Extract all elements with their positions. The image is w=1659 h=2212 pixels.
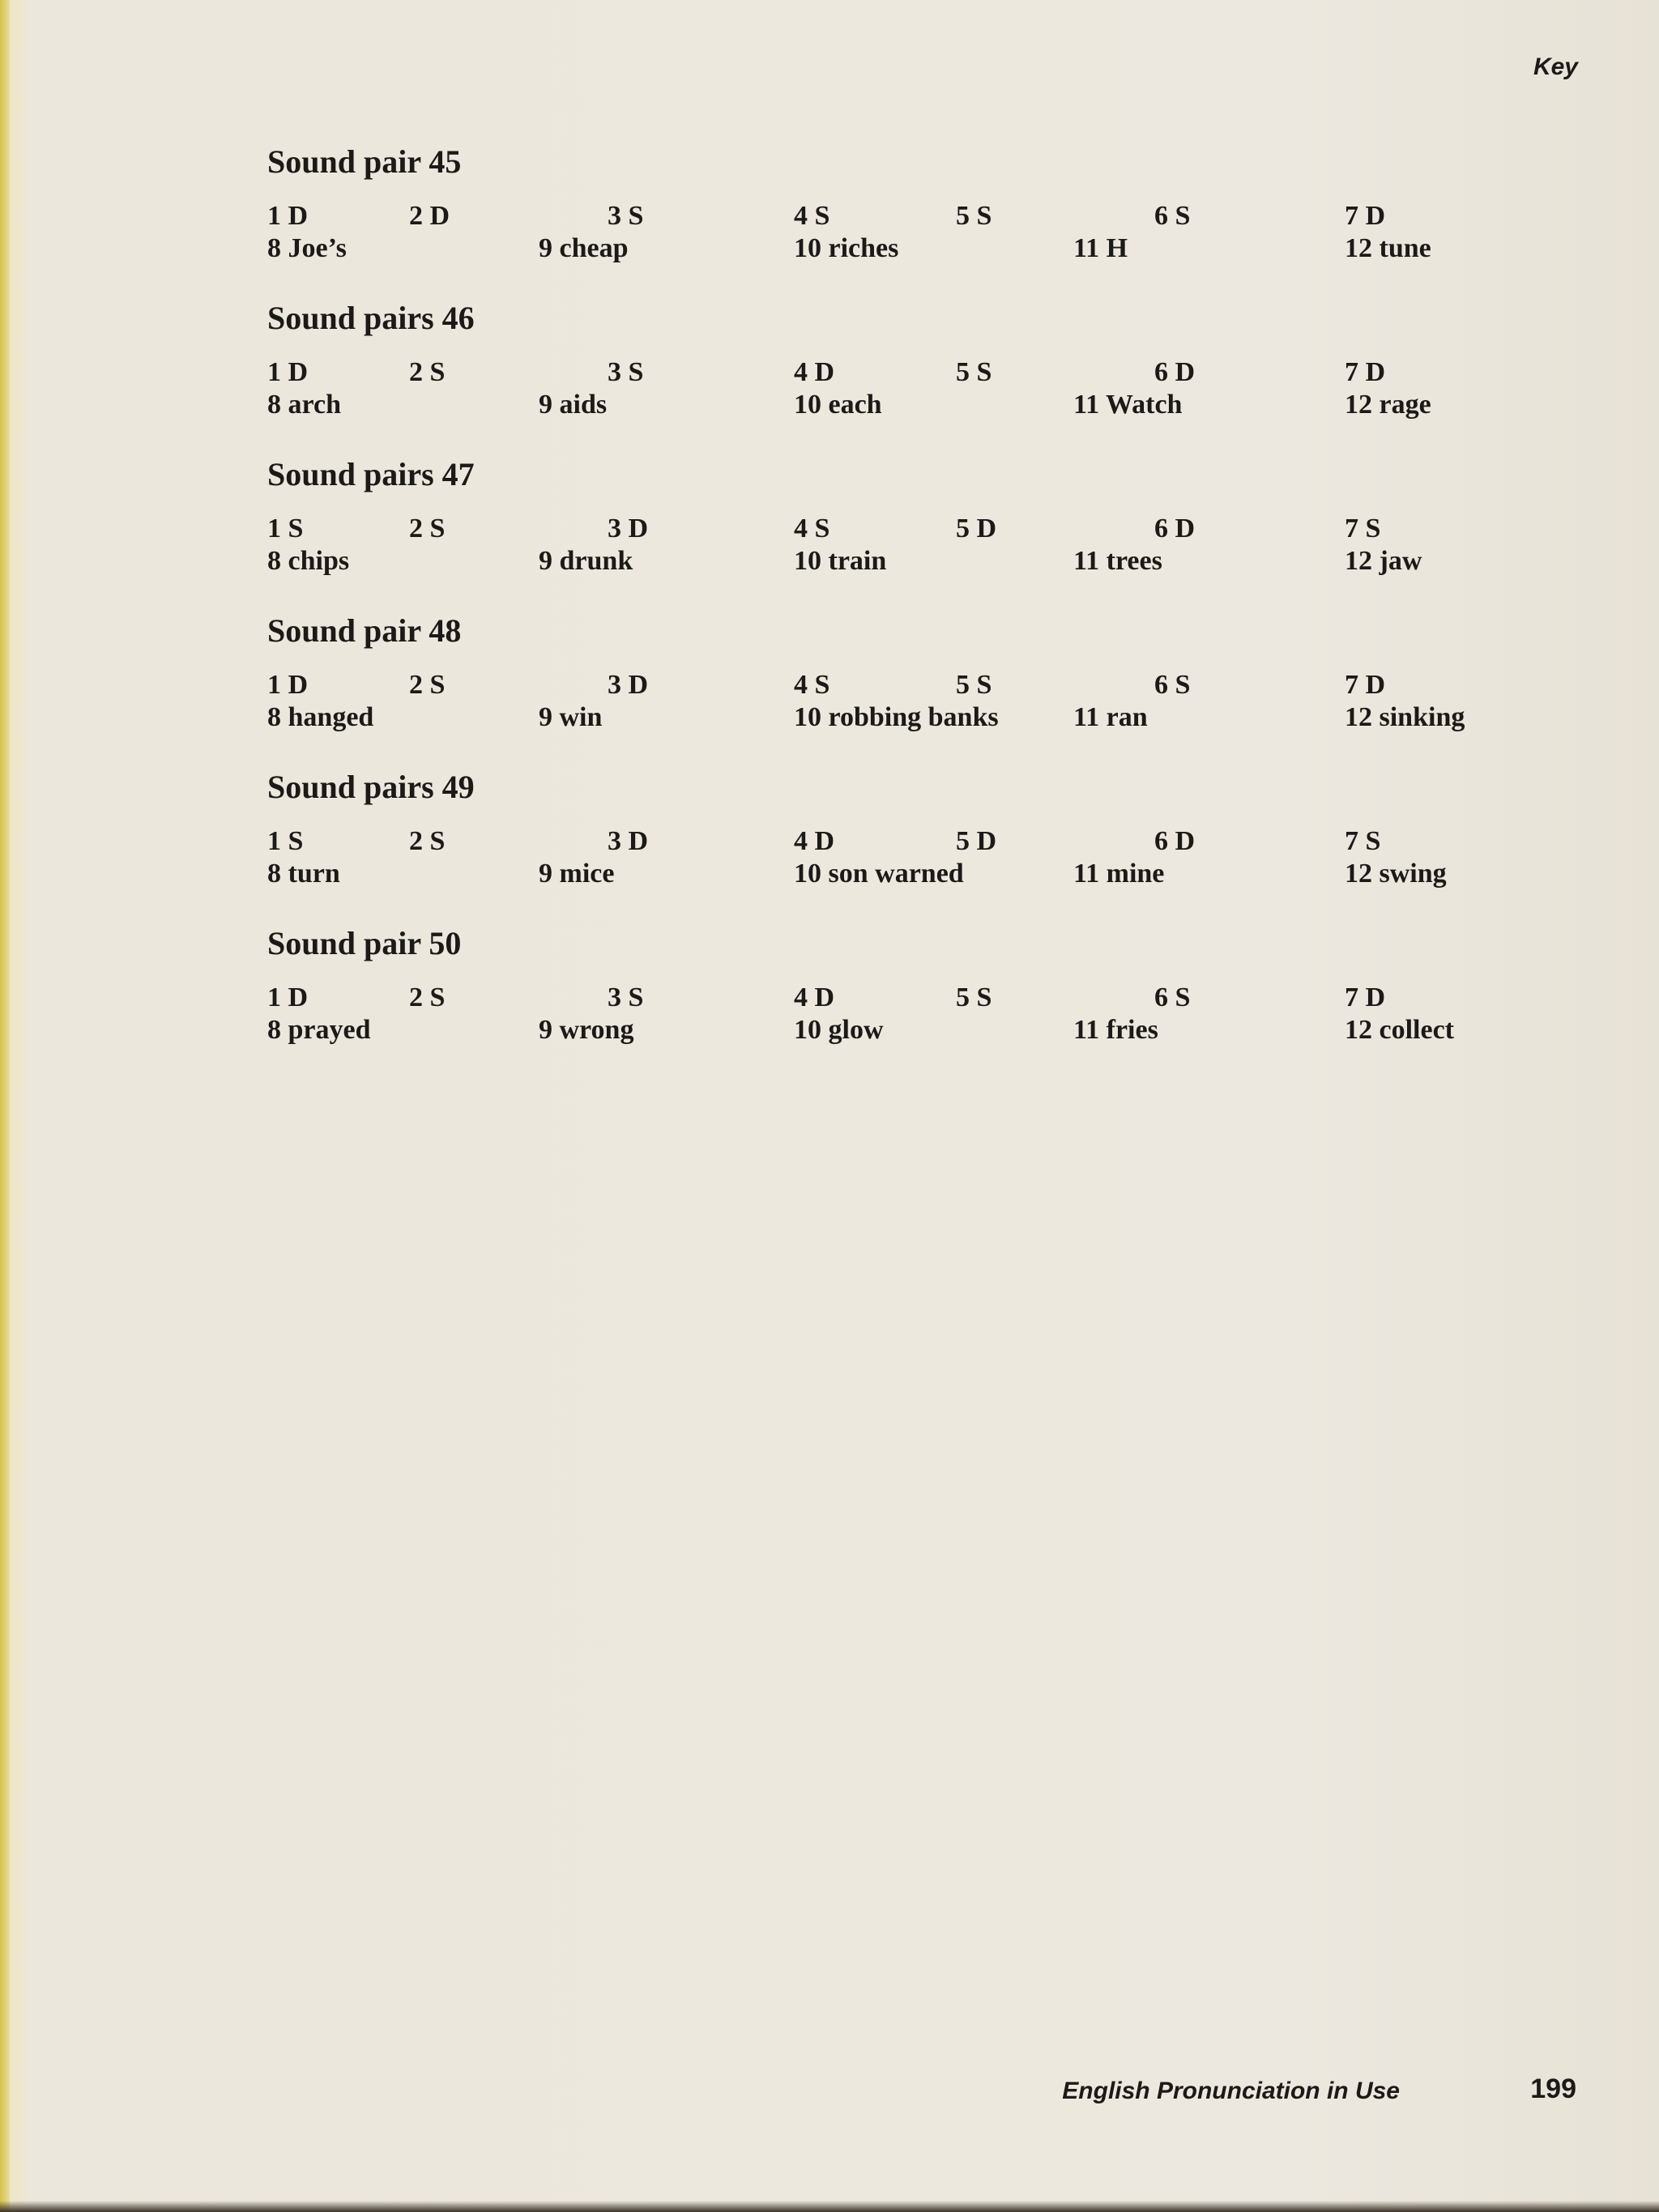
answer: 1 D (267, 982, 309, 1012)
word-answer: 12 swing (1345, 859, 1447, 889)
answers-row (0, 828, 1659, 860)
book-title: English Pronunciation in Use (1062, 2078, 1400, 2104)
answer: 5 S (956, 982, 992, 1012)
page-number: 199 (1530, 2073, 1576, 2104)
word-answer: 8 chips (267, 546, 350, 576)
word-answer: 12 rage (1345, 390, 1431, 420)
answer: 3 S (608, 201, 644, 231)
word-answer: 8 turn (267, 859, 340, 889)
answer: 7 S (1345, 514, 1381, 543)
word-answer: 11 ran (1073, 702, 1148, 732)
answer: 2 S (409, 826, 446, 856)
section-title: Sound pairs 47 (267, 456, 475, 492)
answer: 5 S (956, 201, 992, 231)
sound-pair-section (0, 143, 1659, 308)
answer: 2 S (409, 357, 446, 387)
word-answer: 11 trees (1073, 546, 1162, 576)
answer: 7 D (1345, 982, 1386, 1012)
words-row (0, 548, 1659, 580)
word-answer: 12 tune (1345, 233, 1431, 263)
answer: 1 D (267, 670, 309, 700)
answer: 5 D (956, 514, 997, 543)
answer: 5 S (956, 357, 992, 387)
sound-pair-section (0, 771, 1659, 933)
word-answer: 8 arch (267, 390, 341, 420)
word-answer: 11 Watch (1073, 390, 1183, 420)
word-answer: 10 riches (794, 233, 899, 263)
word-answer: 9 aids (539, 390, 608, 420)
word-answer: 9 mice (539, 859, 615, 889)
answer: 2 S (409, 982, 446, 1012)
answer: 2 D (409, 201, 450, 231)
answer: 1 D (267, 201, 309, 231)
section-title: Sound pair 48 (267, 612, 462, 649)
answer: 5 S (956, 670, 992, 700)
answer: 2 S (409, 670, 446, 700)
sound-pair-section (0, 302, 1659, 464)
answer: 6 S (1154, 201, 1191, 231)
word-answer: 9 drunk (539, 546, 633, 576)
word-answer: 11 H (1073, 233, 1128, 263)
answer: 1 D (267, 357, 309, 387)
answer: 3 D (608, 514, 649, 543)
word-answer: 11 mine (1073, 859, 1165, 889)
header-key-label: Key (1533, 53, 1578, 80)
answer: 6 D (1154, 826, 1196, 856)
answer: 6 D (1154, 357, 1196, 387)
word-answer: 8 Joe’s (267, 233, 347, 263)
answers-row (0, 671, 1659, 704)
answer: 4 S (794, 514, 830, 543)
answer: 6 D (1154, 514, 1196, 543)
answers-row (0, 202, 1659, 235)
word-answer: 10 robbing banks (794, 702, 999, 732)
sound-pair-section (0, 612, 1659, 777)
word-answer: 12 sinking (1345, 702, 1465, 732)
answer: 7 S (1345, 826, 1381, 856)
sound-pair-section (0, 458, 1659, 620)
word-answer: 9 wrong (539, 1015, 634, 1045)
answer: 4 S (794, 670, 830, 700)
answer: 6 S (1154, 670, 1191, 700)
answers-row (0, 515, 1659, 548)
word-answer: 8 hanged (267, 702, 374, 732)
answer: 4 D (794, 826, 835, 856)
answer: 3 D (608, 826, 649, 856)
words-row (0, 235, 1659, 267)
answer: 4 D (794, 357, 835, 387)
word-answer: 9 cheap (539, 233, 629, 263)
words-row (0, 1016, 1659, 1049)
words-row (0, 391, 1659, 424)
section-title: Sound pair 50 (267, 925, 462, 961)
answer: 4 S (794, 201, 830, 231)
answer: 7 D (1345, 670, 1386, 700)
page-bottom-edge (0, 2201, 1659, 2212)
answer: 7 D (1345, 357, 1386, 387)
words-row (0, 704, 1659, 736)
answers-row (0, 984, 1659, 1016)
word-answer: 11 fries (1073, 1015, 1158, 1045)
answer: 3 S (608, 357, 644, 387)
words-row (0, 860, 1659, 893)
answer: 5 D (956, 826, 997, 856)
word-answer: 8 prayed (267, 1015, 371, 1045)
word-answer: 9 win (539, 702, 603, 732)
answer: 4 D (794, 982, 835, 1012)
section-title: Sound pairs 49 (267, 769, 475, 805)
answer: 1 S (267, 514, 304, 543)
answer: 6 S (1154, 982, 1191, 1012)
answer: 3 S (608, 982, 644, 1012)
answer: 1 S (267, 826, 304, 856)
word-answer: 10 each (794, 390, 882, 420)
word-answer: 10 glow (794, 1015, 884, 1045)
word-answer: 10 son warned (794, 859, 964, 889)
section-title: Sound pair 45 (267, 143, 462, 180)
answer: 7 D (1345, 201, 1386, 231)
word-answer: 12 jaw (1345, 546, 1422, 576)
section-title: Sound pairs 46 (267, 300, 475, 336)
word-answer: 12 collect (1345, 1015, 1454, 1045)
sound-pair-section (0, 927, 1659, 1089)
word-answer: 10 train (794, 546, 887, 576)
answers-row (0, 359, 1659, 391)
answer: 3 D (608, 670, 649, 700)
answer: 2 S (409, 514, 446, 543)
